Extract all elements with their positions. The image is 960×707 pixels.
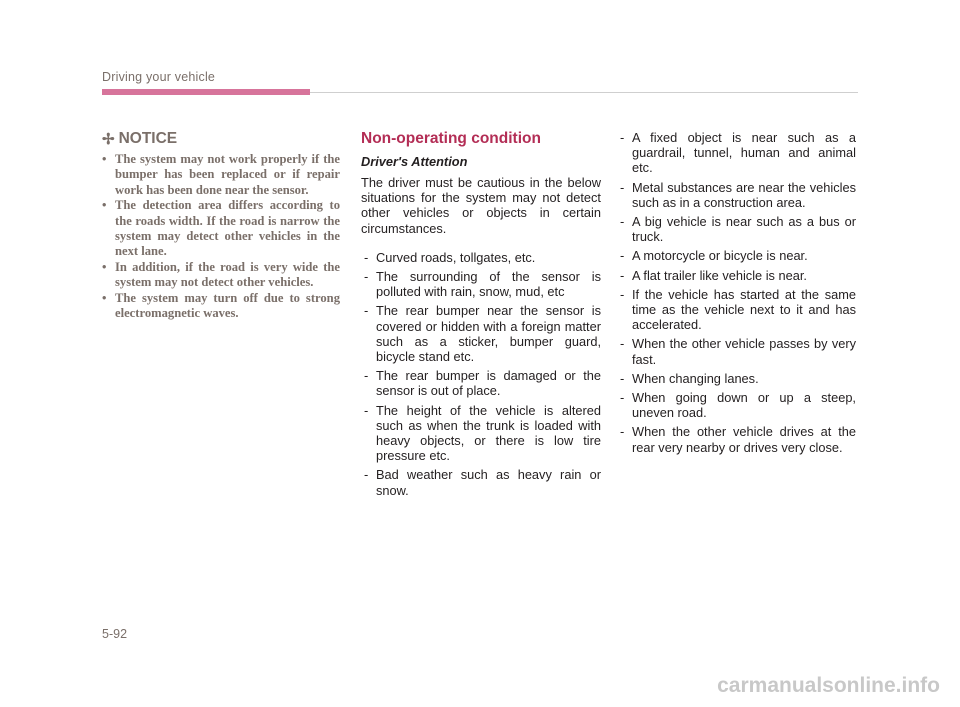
- condition-item: - When the other vehicle passes by very fast.: [617, 336, 856, 366]
- conditions-list-1: [361, 250, 601, 498]
- notice-column: [102, 130, 340, 321]
- notice-list: [102, 152, 340, 321]
- conditions-list-2: [617, 130, 856, 455]
- condition-item: - Metal substances are near the vehicles such as in a construction area.: [617, 180, 856, 210]
- page-header-title: Driving your vehicle: [102, 70, 216, 84]
- condition-item: - The rear bumper near the sensor is covered or hidden with a foreign matter such as a sticker, bumper guard, bicycle stand etc.: [361, 303, 601, 364]
- section-intro: The driver must be cautious in the below situations for the system may not detect other vehicles or objects in certain circumstances.: [361, 175, 601, 236]
- notice-item: • The system may turn off due to strong electromagnetic waves.: [102, 291, 340, 322]
- notice-item: • In addition, if the road is very wide the system may not detect other vehicles.: [102, 260, 340, 291]
- conditions-column-2: [617, 130, 856, 459]
- header-accent-bar: [102, 89, 310, 95]
- notice-item: • The detection area differs according to the roads width. If the road is narrow the system may detect other vehicles in the next lane.: [102, 198, 340, 260]
- section-title: Non-operating condition: [361, 130, 541, 147]
- condition-item: - A motorcycle or bicycle is near.: [617, 248, 856, 263]
- conditions-column-1: [361, 130, 601, 502]
- section-subtitle: Driver's Attention: [361, 154, 468, 169]
- condition-item: - The height of the vehicle is altered such as when the trunk is loaded with heavy objects, or there is low tire pressure etc.: [361, 403, 601, 464]
- page-number: 5-92: [102, 627, 128, 641]
- condition-item: - Curved roads, tollgates, etc.: [361, 250, 601, 265]
- condition-item: - The surrounding of the sensor is polluted with rain, snow, mud, etc: [361, 269, 601, 299]
- condition-item: - A fixed object is near such as a guardrail, tunnel, human and animal etc.: [617, 130, 856, 176]
- header-divider: [310, 92, 858, 93]
- condition-item: - When changing lanes.: [617, 371, 856, 386]
- condition-item: - The rear bumper is damaged or the sensor is out of place.: [361, 368, 601, 398]
- condition-item: - A flat trailer like vehicle is near.: [617, 268, 856, 283]
- notice-heading: [102, 130, 340, 148]
- asterisk-cross-icon: ✢: [102, 131, 115, 148]
- condition-item: - If the vehicle has started at the same time as the vehicle next to it and has accelerated.: [617, 287, 856, 333]
- watermark: carmanualsonline.info: [717, 674, 940, 697]
- condition-item: - When the other vehicle drives at the rear very nearby or drives very close.: [617, 424, 856, 454]
- condition-item: - Bad weather such as heavy rain or snow.: [361, 467, 601, 497]
- notice-item: • The system may not work properly if the bumper has been replaced or if repair work has been done near the sensor.: [102, 152, 340, 198]
- condition-item: - When going down or up a steep, uneven road.: [617, 390, 856, 420]
- notice-title: NOTICE: [118, 130, 178, 147]
- condition-item: - A big vehicle is near such as a bus or truck.: [617, 214, 856, 244]
